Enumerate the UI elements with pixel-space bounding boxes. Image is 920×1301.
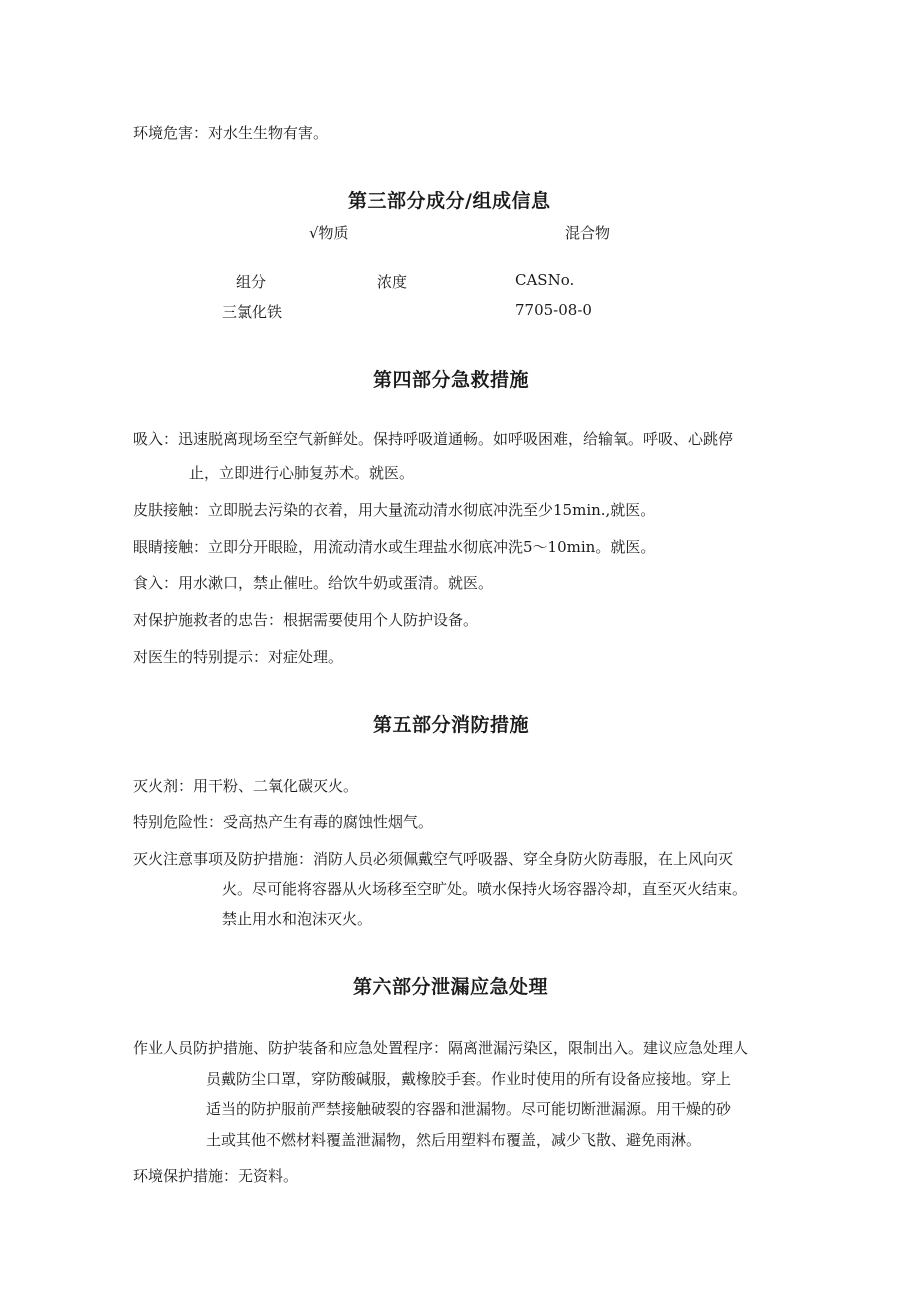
header-component: 组分 — [236, 273, 267, 291]
section6-title: 第六部分泄漏应急处理 — [353, 976, 549, 998]
env-hazard-text: 环境危害：对水生生物有害。 — [133, 124, 329, 142]
component-cas: 7705-08-0 — [515, 301, 592, 319]
env-protection-text: 环境保护措施：无资料。 — [133, 1167, 299, 1185]
inhale-text-2: 止，立即进行心肺复苏术。就医。 — [189, 464, 415, 482]
leak-ops-text-4: 土或其他不燃材料覆盖泄漏物，然后用塑料布覆盖，减少飞散、避免雨淋。 — [206, 1131, 702, 1149]
leak-ops-text-1: 作业人员防护措施、防护装备和应急处置程序：隔离泄漏污染区，限制出入。建议应急处理人 — [133, 1039, 749, 1057]
header-cas: CASNo. — [515, 271, 575, 289]
mixture-label: 混合物 — [565, 224, 611, 242]
header-concentration: 浓度 — [377, 273, 408, 291]
skin-contact-text: 皮肤接触：立即脱去污染的衣着，用大量流动清水彻底冲洗至少15min.,就医。 — [133, 501, 656, 519]
eye-contact-text: 眼睛接触：立即分开眼睑，用流动清水或生理盐水彻底冲洗5～10min。就医。 — [133, 538, 656, 556]
ingestion-text: 食入：用水漱口，禁止催吐。给饮牛奶或蛋清。就医。 — [133, 574, 494, 592]
section5-title: 第五部分消防措施 — [373, 714, 530, 736]
special-hazard-text: 特别危险性：受高热产生有毒的腐蚀性烟气。 — [133, 813, 434, 831]
inhale-text-1: 吸入：迅速脱离现场至空气新鲜处。保持呼吸道通畅。如呼吸困难，给输氧。呼吸、心跳停 — [133, 430, 734, 448]
component-name: 三氯化铁 — [222, 303, 283, 321]
rescuer-advice-text: 对保护施救者的忠告：根据需要使用个人防护设备。 — [133, 611, 479, 629]
leak-ops-text-3: 适当的防护服前严禁接触破裂的容器和泄漏物。尽可能切断泄漏源。用干燥的砂 — [206, 1100, 732, 1118]
section4-title: 第四部分急救措施 — [373, 369, 530, 391]
fire-notes-text-1: 灭火注意事项及防护措施：消防人员必须佩戴空气呼吸器、穿全身防火防毒服，在上风向灭 — [133, 850, 734, 868]
leak-ops-text-2: 员戴防尘口罩，穿防酸碱服，戴橡胶手套。作业时使用的所有设备应接地。穿上 — [206, 1070, 732, 1088]
doctor-note-text: 对医生的特别提示：对症处理。 — [133, 648, 344, 666]
extinguishing-agent-text: 灭火剂：用干粉、二氧化碳灭火。 — [133, 777, 359, 795]
fire-notes-text-2: 火。尽可能将容器从火场移至空旷处。喷水保持火场容器冷却，直至灭火结束。 — [222, 880, 748, 898]
substance-checkbox-label: √物质 — [309, 224, 349, 242]
section3-title: 第三部分成分/组成信息 — [348, 190, 551, 212]
fire-notes-text-3: 禁止用水和泡沫灭火。 — [222, 910, 373, 928]
